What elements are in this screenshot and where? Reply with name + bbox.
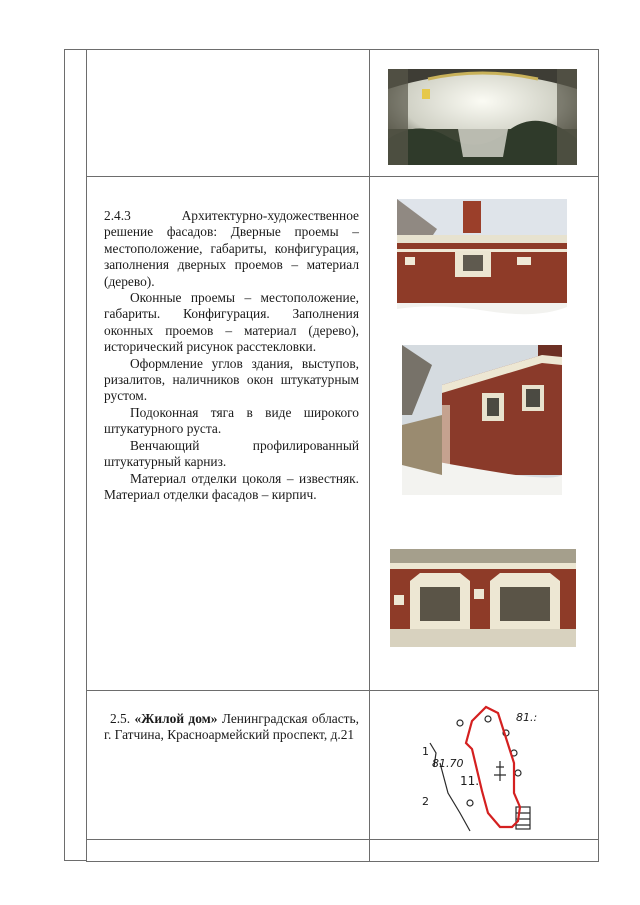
column-divider (369, 49, 370, 861)
section-243-materials: Материал отделки цоколя – известняк. Материал отделки фасадов – кирпич. (104, 470, 359, 502)
section-243-doors: Дверные проемы – местоположение, габариты, конфигурация, заполнения дверных проемов – материал (дерево). (104, 224, 359, 289)
section-243-corners: Оформление углов здания, выступов, ризалитов, наличников окон штукатурным рустом. (104, 355, 359, 404)
photo-facade-windows (390, 549, 576, 647)
section-243-cornice: Венчающий профилированный штукатурный карниз. (104, 437, 359, 470)
left-margin-top (64, 49, 87, 50)
section-243-windows: Оконные проемы – местоположение, габариты. Конфигурация. Заполнения оконных проемов – материал (дерево), исторический рисунок расстекловки. (104, 290, 359, 355)
map-elevation-top: 81.: (516, 711, 538, 724)
section-25-number: 2.5. (110, 711, 131, 726)
row-divider-2 (87, 690, 598, 691)
map-parcel-number: 2 (422, 795, 429, 808)
photo-facade-chimney (397, 199, 567, 326)
section-243-number: 2.4.3 (104, 208, 131, 223)
section-243-heading: Архитектурно-художественное решение фасадов: (104, 208, 359, 240)
section-25-paragraph (104, 711, 359, 744)
section-243-text (104, 208, 359, 503)
map-marker-left: 1 (422, 745, 429, 758)
section-25-text (104, 711, 359, 744)
section-25-address: Ленинградская область, г. Гатчина, Красноармейский проспект, д.21 (104, 711, 359, 743)
section-25-name: «Жилой дом» (134, 711, 218, 726)
photo-interior-vault (388, 69, 577, 165)
section-243-sill: Подоконная тяга в виде широкого штукатурного руста. (104, 404, 359, 437)
row-divider-3 (87, 839, 598, 840)
map-floors-label: 11. (460, 774, 480, 788)
left-margin-line (64, 49, 65, 861)
section-243-intro (104, 208, 359, 290)
photo-facade-corner (402, 345, 562, 495)
cadastral-map (420, 703, 546, 835)
row-divider-1 (87, 176, 598, 177)
left-margin-bottom (64, 860, 87, 861)
map-elevation-left: 81.70 (432, 757, 464, 770)
